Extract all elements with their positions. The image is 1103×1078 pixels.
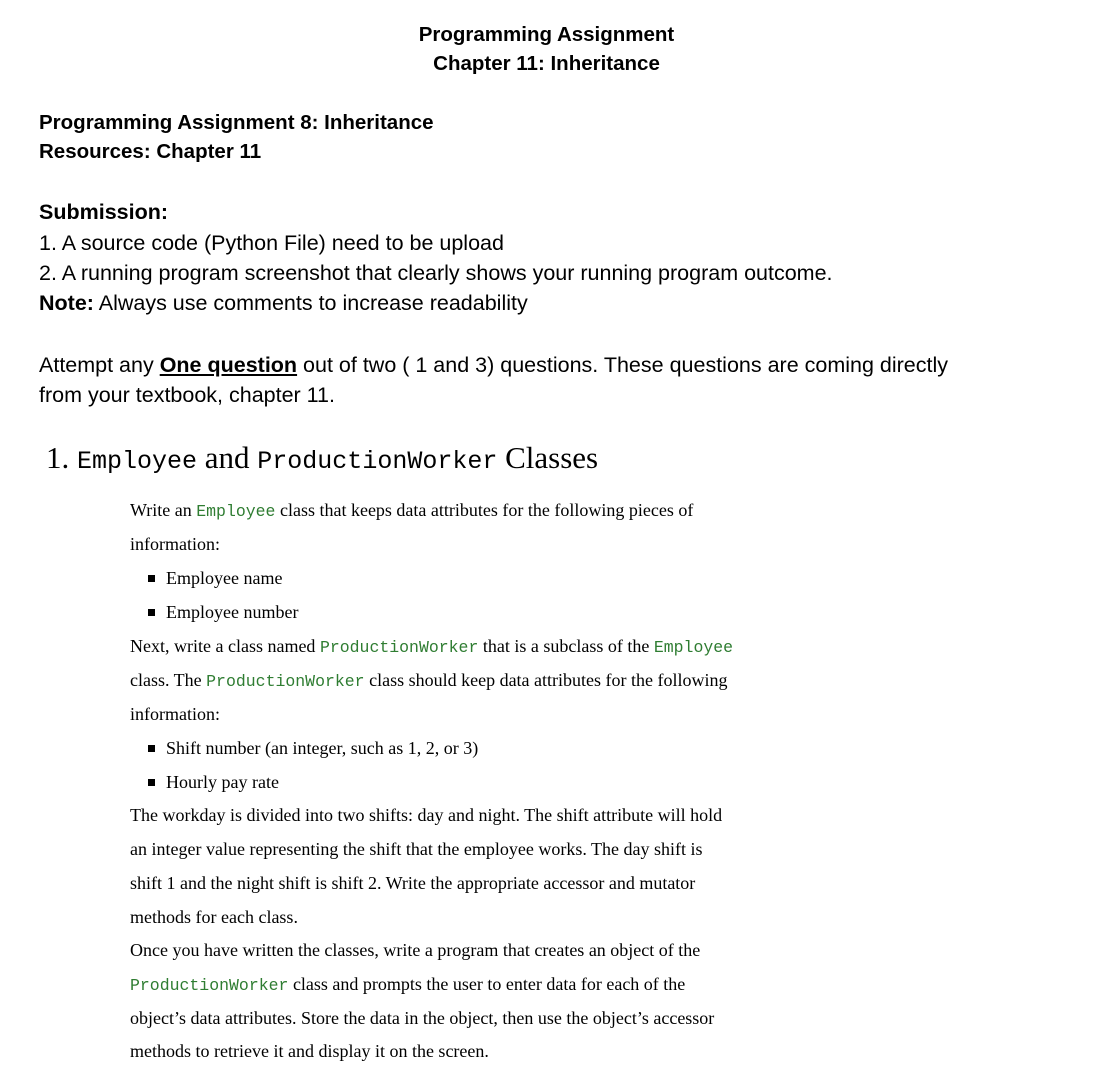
paragraph-line (130, 668, 728, 694)
paragraph-line: The workday is divided into two shifts: day and night. The shift attribute will hold (130, 805, 723, 825)
paragraph-line: shift 1 and the night shift is shift 2. Write the appropriate accessor and mutator (130, 873, 696, 893)
document-subtitle: Chapter 11: Inheritance (433, 52, 660, 75)
question-heading (46, 438, 598, 482)
bullet-icon (148, 575, 155, 582)
paragraph-line: Once you have written the classes, write a program that creates an object of the (130, 940, 701, 960)
bullet-item (148, 736, 478, 760)
bullet-icon (148, 609, 155, 616)
text-segment: Write an (130, 500, 197, 520)
paragraph-line: an integer value representing the shift that the employee works. The day shift is (130, 839, 703, 859)
text-segment: class that keeps data attributes for the following pieces of (275, 500, 694, 520)
text-segment: that is a subclass of the (478, 636, 654, 656)
assignment-resources: Resources: Chapter 11 (39, 140, 262, 163)
assignment-name: Programming Assignment 8: Inheritance (39, 111, 434, 134)
bullet-text: Shift number (an integer, such as 1, 2, or 3) (166, 738, 479, 758)
bullet-item (148, 566, 282, 590)
code-employee: Employee (196, 502, 276, 521)
text-segment: Next, write a class named (130, 636, 320, 656)
instructions-line-1 (39, 350, 948, 380)
bullet-item (148, 770, 279, 794)
question-classes: Classes (497, 440, 599, 475)
paragraph-line: information: (130, 704, 220, 724)
bullet-item (148, 600, 298, 624)
code-productionworker: ProductionWorker (319, 638, 479, 657)
note-label: Note: (39, 291, 94, 315)
paragraph-line: object’s data attributes. Store the data in the object, then use the object’s accessor (130, 1008, 715, 1028)
paragraph-line (130, 634, 733, 660)
bullet-icon (148, 745, 155, 752)
code-employee: Employee (653, 638, 734, 657)
text-segment: class and prompts the user to enter data for each of the (288, 974, 686, 994)
code-productionworker: ProductionWorker (130, 976, 289, 995)
submission-heading: Submission: (39, 200, 169, 224)
paragraph-line: methods for each class. (130, 907, 298, 927)
question-code-employee: Employee (77, 447, 198, 476)
paragraph-line: methods to retrieve it and display it on the screen. (130, 1041, 489, 1061)
paragraph-line (130, 498, 693, 524)
question-and: and (197, 440, 258, 475)
text-segment: class. The (130, 670, 207, 690)
instructions-line-2: from your textbook, chapter 11. (39, 383, 335, 407)
instructions-before: Attempt any (39, 353, 160, 377)
submission-item: 2. A running program screenshot that clearly shows your running program outcome. (39, 261, 833, 285)
text-segment: class should keep data attributes for the following (364, 670, 728, 690)
submission-item: 1. A source code (Python File) need to be upload (39, 231, 504, 255)
note-line (39, 288, 528, 318)
note-text: Always use comments to increase readability (93, 291, 528, 315)
bullet-text: Hourly pay rate (166, 772, 279, 792)
instructions-emphasis: One question (159, 353, 298, 377)
question-number: 1. (46, 440, 70, 475)
document-title: Programming Assignment (418, 23, 675, 46)
bullet-text: Employee name (166, 568, 283, 588)
paragraph-line: information: (130, 534, 220, 554)
code-productionworker: ProductionWorker (206, 672, 365, 691)
bullet-text: Employee number (166, 602, 299, 622)
paragraph-line (130, 972, 685, 998)
question-code-productionworker: ProductionWorker (257, 447, 498, 476)
instructions-after: out of two ( 1 and 3) questions. These questions are coming directly (297, 353, 949, 377)
bullet-icon (148, 779, 155, 786)
